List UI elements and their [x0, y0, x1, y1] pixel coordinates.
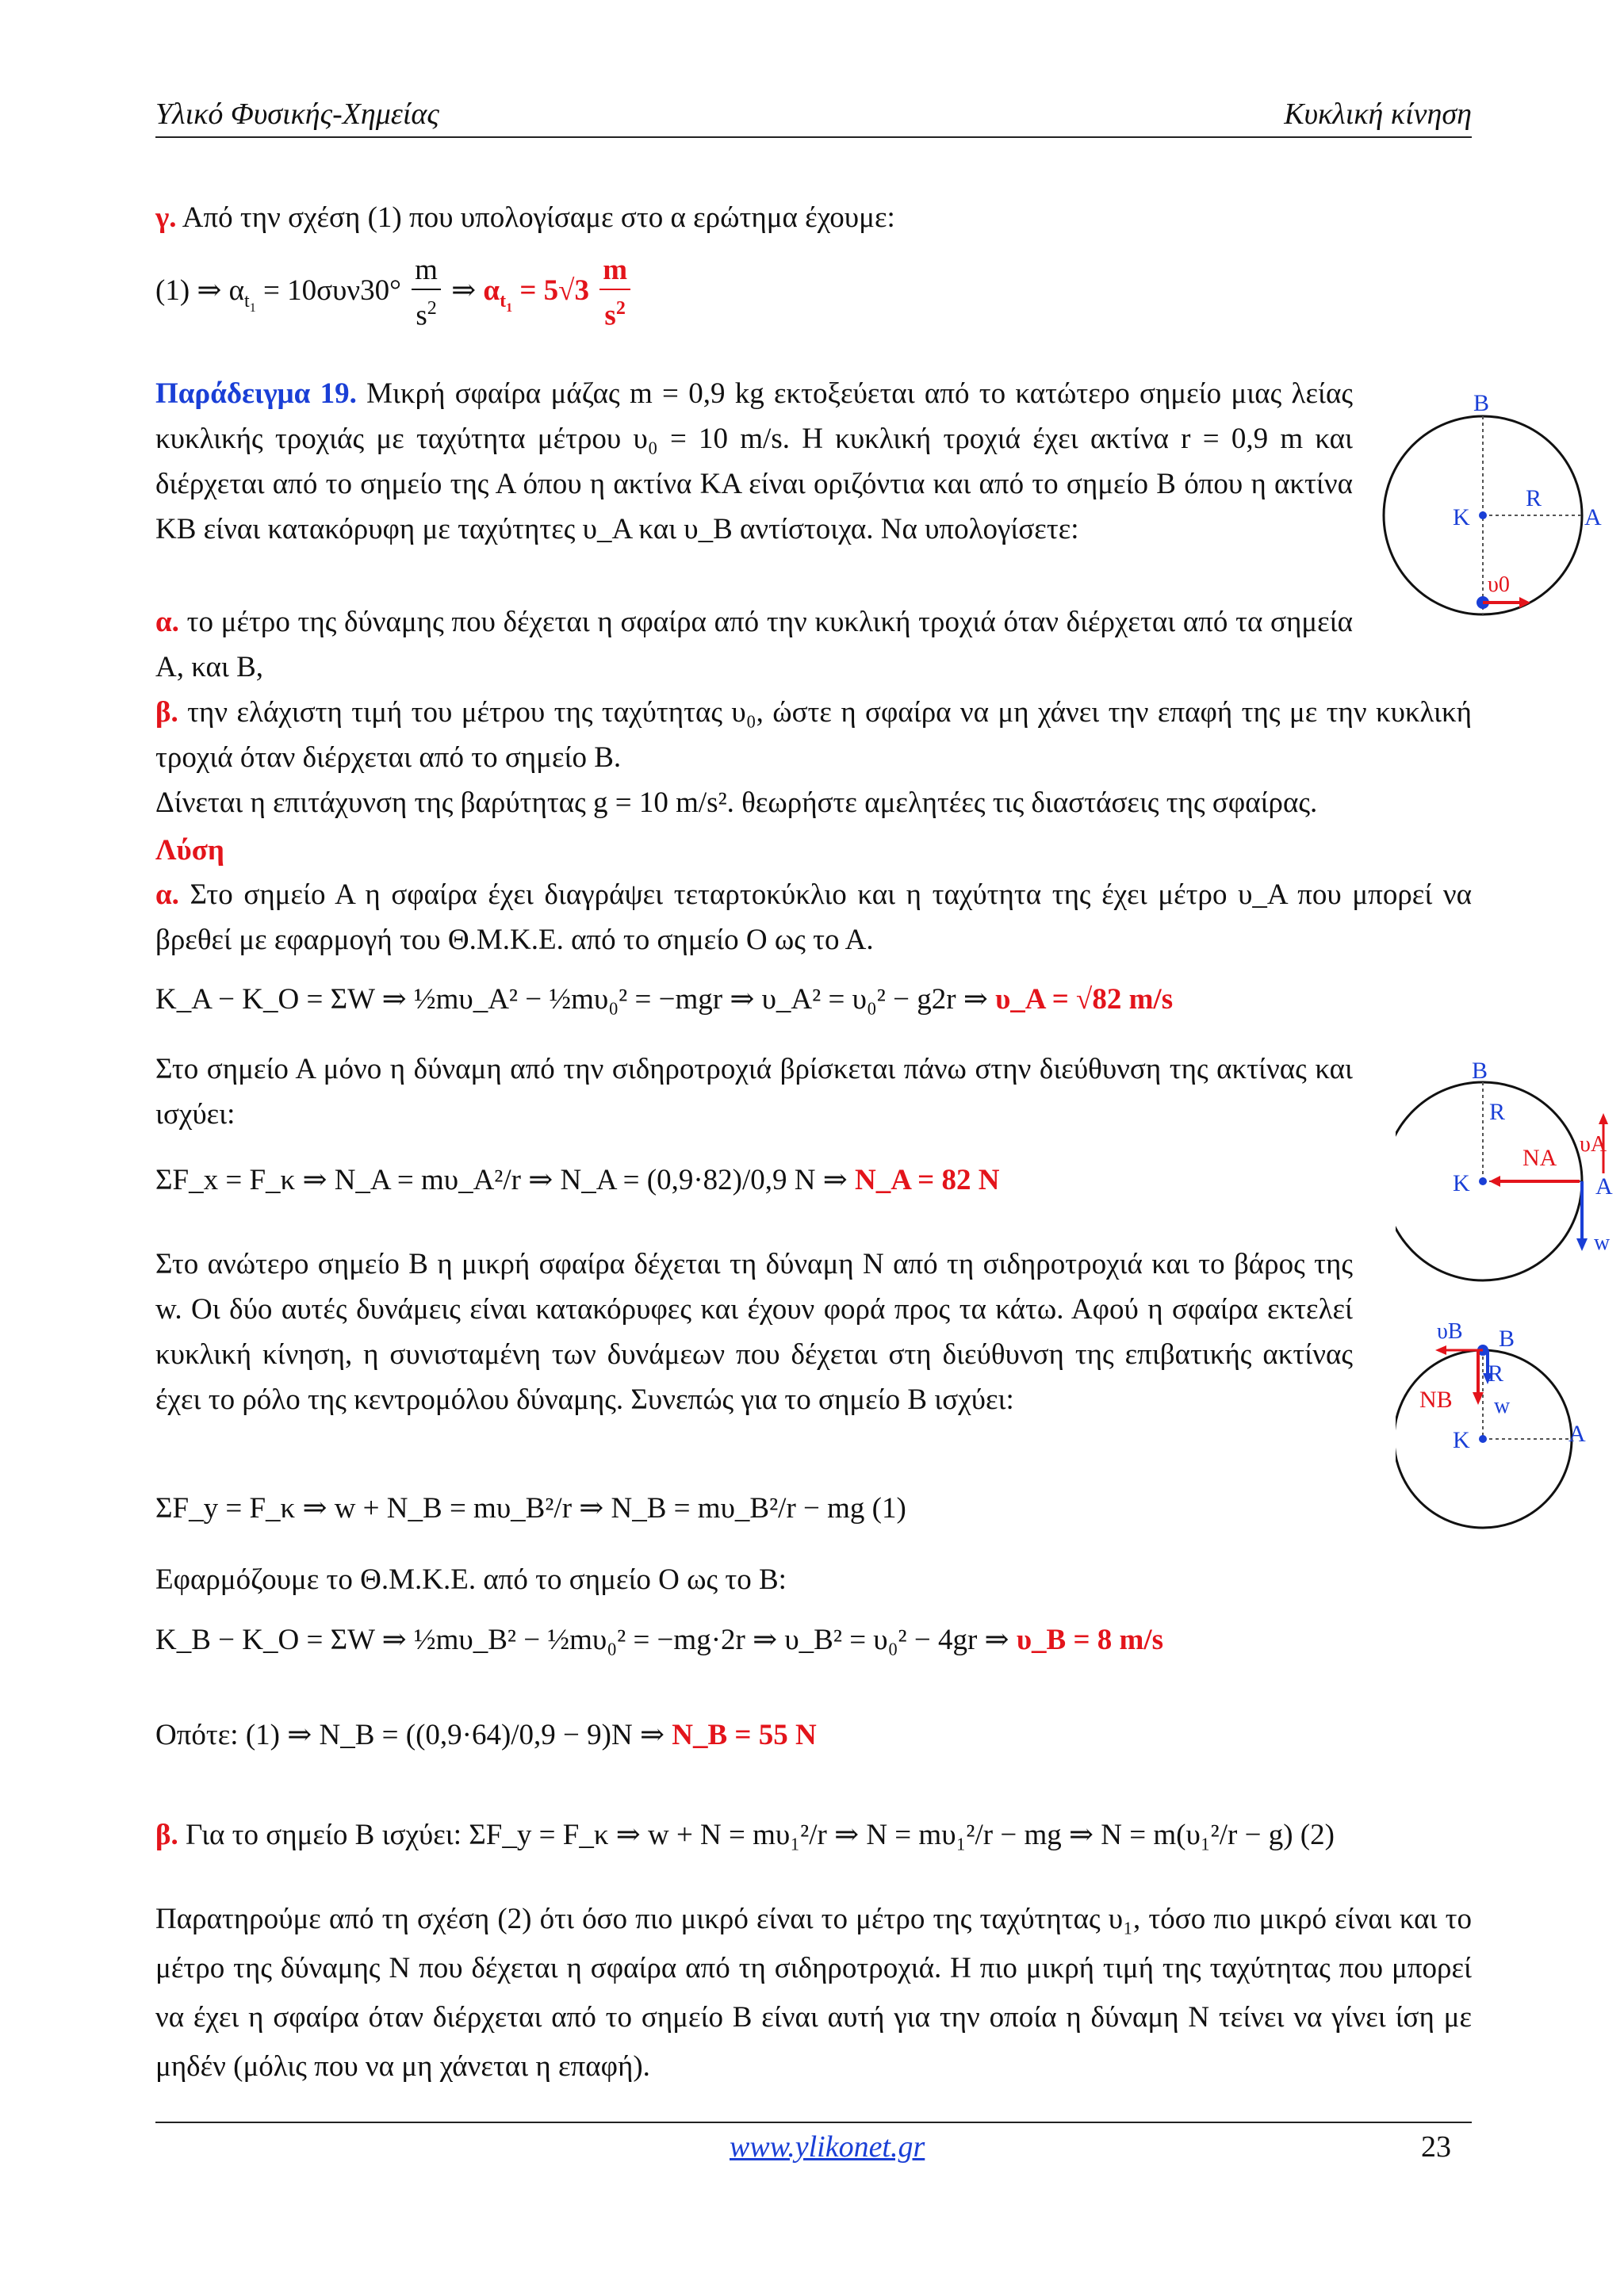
example-intro	[155, 371, 1353, 552]
solution-p3: Στο ανώτερο σημείο Β η μικρή σφαίρα δέχεται τη δύναμη N από τη σιδηροτροχιά και το βάρος της w. Οι δύο αυτές δυνάμεις είναι κατακόρυφες και έχουν φορά προς τα κάτω. Αφού η σφαίρα εκτελεί κυκλική κίνηση, η συνισταμένη των δυνάμεων που δέχεται στη διεύθυνση της επιβατικής ακτίνας έχει το ρόλο της κεντρομόλου δύναμης. Συνεπώς για το σημείο Β ισχύει:	[155, 1248, 1353, 1416]
equation-2: ΣF_x = F_κ ⇒ N_A = mυ_A²/r ⇒ N_A = (0,9·82)/0,9 N ⇒ N_A = 82 N	[155, 1164, 1000, 1196]
fig2-label-va: υA	[1580, 1132, 1607, 1157]
page-number: 23	[1421, 2130, 1451, 2164]
example-intro-text: Μικρή σφαίρα μάζας m = 0,9 kg εκτοξεύεται από το κατώτερο σημείο μιας λείας κυκλικής τροχιάς με ταχύτητα μέτρου υ₀ = 10 m/s. Η κυκλική τροχιά έχει ακτίνα r = 0,9 m και διέρχεται από το σημείο της Α όπου η ακτίνα ΚΑ είναι οριζόντια και από το σημείο Β όπου η ακτίνα ΚΒ είναι κατακόρυφη με ταχύτητες υ_Α και υ_Β αντίστοιχα. Να υπολογίσετε:	[155, 377, 1353, 545]
footer-link[interactable]: www.ylikonet.gr	[730, 2130, 925, 2164]
fig1-label-k: K	[1453, 504, 1470, 530]
equation-1: K_A − K_O = ΣW ⇒ ½mυ_A² − ½mυ₀² = −mgr ⇒ υ_A² = υ₀² − g2r ⇒ υ_A = √82 m/s	[155, 983, 1174, 1016]
figure-circle-1	[1380, 388, 1602, 618]
header-right: Κυκλική κίνηση	[1284, 98, 1472, 131]
fig2-label-a: A	[1595, 1173, 1613, 1200]
solution-p4: Εφαρμόζουμε το Θ.Μ.Κ.Ε. από το σημείο Ο ως το Β:	[155, 1563, 787, 1596]
example-question-a: α. το μέτρο της δύναμης που δέχεται η σφαίρα από την κυκλική τροχιά όταν διέρχεται από τα σημεία Α, και Β,	[155, 606, 1354, 683]
part-g-equation: (1) ⇒ $\alpha_{t_1} = 10\sigma\upsilon\nu 30^\circ$ $\frac{m}{s^2}$ ⇒ $\alpha_{t_1} = 5√3$ $\frac{m}{s^2}$	[155, 252, 634, 334]
solution-b-line: β. Για το σημείο Β ισχύει: ΣF_y = F_κ ⇒ w + N = mυ₁²/r ⇒ N = mυ₁²/r − mg ⇒ N = m(υ₁²/r − g) (2)	[155, 1819, 1335, 1851]
part-g-label: γ.	[155, 201, 177, 234]
example-title: Παράδειγμα 19.	[155, 377, 357, 410]
fig1-label-a: A	[1584, 504, 1602, 530]
fig3-label-nb: NB	[1419, 1387, 1453, 1413]
solution-a-text: α. Στο σημείο Α η σφαίρα έχει διαγράψει τεταρτοκύκλιο και η ταχύτητα της έχει μέτρο υ_Α που μπορεί να βρεθεί με εφαρμογή του Θ.Μ.Κ.Ε. από το σημείο Ο ως το Α.	[155, 878, 1473, 956]
part-g-text: Από την σχέση (1) που υπολογίσαμε στο α ερώτημα έχουμε:	[182, 201, 895, 234]
fig3-label-vb: υB	[1437, 1319, 1463, 1344]
solution-p5: Παρατηρούμε από τη σχέση (2) ότι όσο πιο μικρό είναι το μέτρο της ταχύτητας υ₁, τόσο πιο μικρό είναι και το μέτρο της δύναμης N που δέχεται η σφαίρα από τη σιδηροτροχιά. Η πιο μικρή τιμή της ταχύτητας που μπορεί να έχει η σφαίρα όταν διέρχεται από το σημείο Β είναι αυτή για την οποία η δύναμη N τείνει να γίνει ίση με μηδέν (μόλις που να μη χάνεται η επαφή).	[155, 1903, 1472, 2083]
equation-3: ΣF_y = F_κ ⇒ w + N_B = mυ_B²/r ⇒ N_B = mυ_B²/r − mg (1)	[155, 1492, 906, 1525]
fig3-label-k: K	[1453, 1427, 1470, 1453]
fig3-label-b: B	[1499, 1326, 1515, 1352]
fig3-label-w: w	[1494, 1394, 1511, 1418]
fig2-label-r: R	[1489, 1099, 1506, 1125]
fig3-label-a: A	[1568, 1421, 1586, 1447]
equation-5: Οπότε: (1) ⇒ N_B = ((0,9·64)/0,9 − 9)N ⇒ N_B = 55 N	[155, 1719, 817, 1751]
figure-circle-3	[1396, 1300, 1618, 1554]
example-question-b: β. την ελάχιστη τιμή του μέτρου της ταχύτητας υ₀, ώστε η σφαίρα να μη χάνει την επαφή της με την κυκλική τροχιά όταν διέρχεται από το σημείο Β.	[155, 696, 1472, 774]
example-given: Δίνεται η επιτάχυνση της βαρύτητας g = 10 m/s². θεωρήστε αμελητέες τις διαστάσεις της σφαίρας.	[155, 786, 1318, 819]
figure-circle-2	[1396, 1062, 1624, 1292]
solution-title: Λύση	[155, 834, 224, 867]
fig1-label-r: R	[1526, 485, 1542, 511]
fig1-label-b: B	[1473, 390, 1490, 416]
header-left: Υλικό Φυσικής-Χημείας	[155, 98, 439, 131]
fig3-label-r: R	[1488, 1360, 1504, 1387]
solution-p2: Στο σημείο Α μόνο η δύναμη από την σιδηροτροχιά βρίσκεται πάνω στην διεύθυνση της ακτίνας και ισχύει:	[155, 1053, 1353, 1131]
part-g-line	[155, 195, 1472, 240]
fig1-label-v0: υ0	[1488, 572, 1510, 597]
fig2-label-na: NA	[1522, 1145, 1557, 1171]
fig2-label-k: K	[1453, 1170, 1470, 1196]
fig2-label-b: B	[1472, 1062, 1488, 1084]
equation-4: K_B − K_O = ΣW ⇒ ½mυ_B² − ½mυ₀² = −mg·2r ⇒ υ_B² = υ₀² − 4gr ⇒ υ_B = 8 m/s	[155, 1624, 1164, 1656]
fig2-label-w: w	[1594, 1230, 1611, 1255]
footer-rule	[155, 2122, 1472, 2123]
header-rule	[155, 136, 1472, 138]
